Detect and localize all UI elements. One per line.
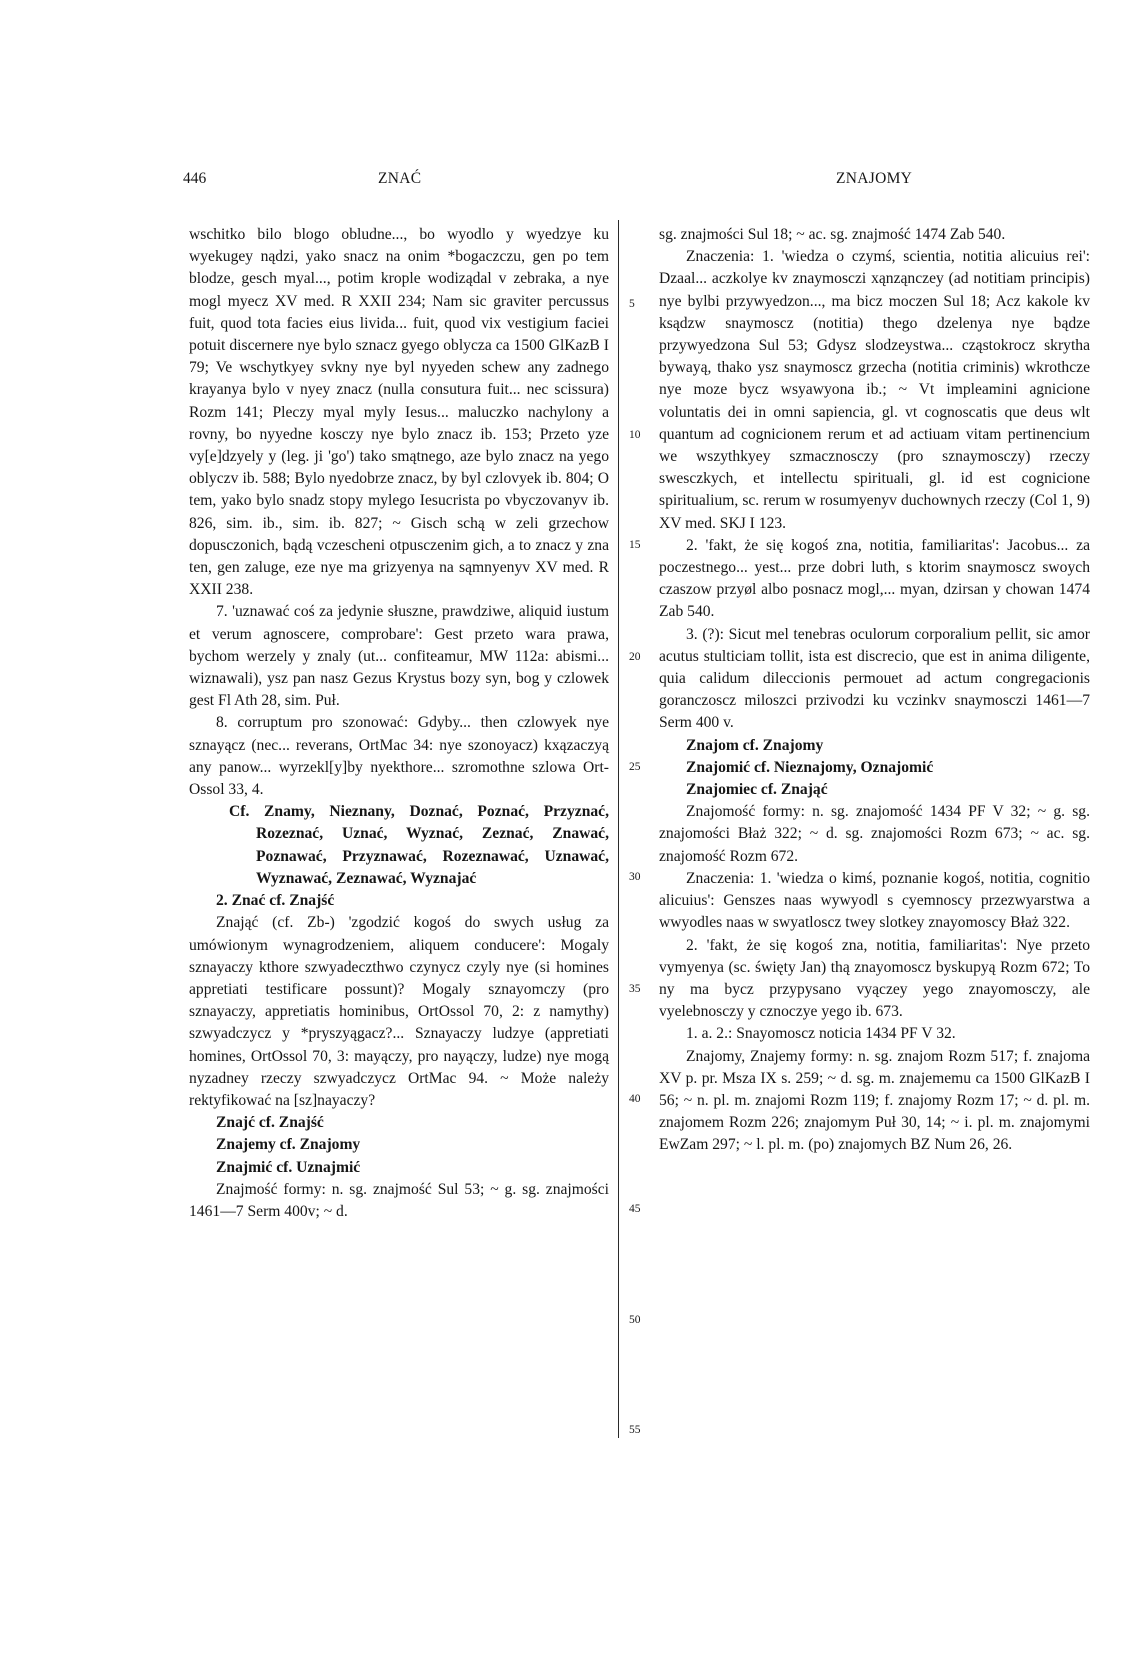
line-number: 35 (629, 983, 641, 995)
left-running-head: ZNAĆ (378, 170, 422, 187)
znajomosc-meaning-2: 2. 'fakt, że się kogoś zna, notitia, familiaritas': Nye przeto vymyenya (sc. święty Jan) thą znayomoscz byskupyą Rozm 672; To ny ma bycz przypysano vyączey yego znayomosczy, ale vyelebnosczy y cznoczye yego ib. 673. (659, 936, 1090, 1021)
entry-znac-2: 2. Znać cf. Znajść (216, 892, 335, 910)
right-running-head: ZNAJOMY (836, 170, 913, 187)
line-number: 40 (629, 1093, 641, 1105)
right-column (659, 224, 1090, 1157)
entry-continuation: sg. znajmości Sul 18; ~ ac. sg. znajmość 1474 Zab 540. (659, 226, 1006, 243)
left-column (189, 224, 609, 1223)
entry-znajc: Znajć cf. Znajść (216, 1114, 324, 1132)
entry-znajmic: Znajmić cf. Uznajmić (216, 1158, 361, 1176)
entry-znajemy: Znajemy cf. Znajomy (216, 1136, 361, 1154)
meaning-1: Znaczenia: 1. 'wiedza o czymś, scientia, notitia alicuius rei': Dzaal... aczkolye kv znaymosczi xąnząnczey (ad notitiam principis) nye bylbi przywyedzon..., ma bicz moczen Sul 18; Acz kakole kv ksądzw snaymoscz (notitia) thego dzelenya nye bądze przywyedzona Sul 53; Gdysz slodzeystwa... cząstokrocz skrytha bywayą, thako ysz snaymoscz grzecha (notitia criminis) wkrothcze nye moze bycz wsyawyona ib.; ~ Vt impleamini agnicione voluntatis dei in omni sapiencia, gl. vt cognoscatis que deus wlt quantum ad cognicionem rerum et ad actiuam vitam pertinencium we wszythkyey szmacznosczy (pro sznaymosczy) rzeczy swesczkych, et intellectu spirituali, gl. id est cognicione spiritualium, sc. rerum w rosumyenyv duchownych rzeczy (Col 1, 9) XV med. SKJ I 123. (659, 248, 1090, 532)
page-header (0, 170, 1137, 194)
line-number: 15 (629, 539, 641, 551)
line-number: 30 (629, 871, 641, 883)
line-number: 55 (629, 1424, 641, 1436)
entry-znajomic: Znajomić cf. Nieznajomy, Oznajomić (686, 758, 934, 776)
znajomosc-meaning-1: Znaczenia: 1. 'wiedza o kimś, poznanie kogoś, notitia, cognitio alicuius': Genszes naas wywyodl s cyemnoscy przezwyarstwa a wwyodles naas w swyatloscz twey slotkey znayomoscy Błaż 322. (659, 869, 1090, 932)
line-number: 25 (629, 761, 641, 773)
meaning-2: 2. 'fakt, że się kogoś zna, notitia, familiaritas': Jacobus... za poczestnego... yest... prze dobri luth, s ktorim snaymoscz swoych czaszow przyøl albo posnacz mogl,... myan, dzirsan y chowan 1474 Zab 540. (659, 536, 1090, 621)
entry-znajomiec: Znajomiec cf. Znająć (686, 781, 828, 799)
column-divider (618, 220, 619, 1438)
line-number: 10 (629, 429, 641, 441)
line-number: 50 (629, 1314, 641, 1326)
entry-znajomosc: Znajomość formy: n. sg. znajomość 1434 PF V 32; ~ g. sg. znajomości Błaż 322; ~ d. sg. znajomości Rozm 673; ~ ac. sg. znajomość Rozm 672. (659, 803, 1090, 865)
meaning-7: 7. 'uznawać coś za jedynie słuszne, prawdziwe, aliquid iustum et verum agnoscere, comprobare': Gest przeto wara prawa, bychom werzely y znaly (ut... confiteamur, MW 112a: abismi... wiznawali), ysz pan nasz Gezus Krystus bozy syn, bog y czlowek gest Fl Ath 28, sim. Puł. (189, 603, 609, 710)
entry-znajac: Znająć (cf. Zb-) 'zgodzić kogoś do swych usług za umówionym wynagrodzeniem, aliquem conducere': Mogaly sznayaczy kthore szwyadeczthwo czynycz czyly nye (si homines appretiati testificare possunt)? Mogaly sznayomczy (pro sznayaczy, appretiatis hominibus, OrtOssol 70, 2: z namythy) szwyadczycz y *pryszyągacz?... Sznayaczy ludzye (appretiati homines, OrtOssol 70, 3: mayączy, pro nayączy, ludze) nye mogą nyzadney rzeczy szwyadczycz OrtMac 94. ~ Może należy rektyfikować na [sz]nayaczy? (189, 914, 609, 1109)
page-number: 446 (183, 170, 207, 187)
entry-znajom: Znajom cf. Znajomy (686, 736, 824, 754)
znajomosc-meaning-1a2: 1. a. 2.: Snayomoscz noticia 1434 PF V 32. (686, 1025, 956, 1043)
entry-znajmosc: Znajmość formy: n. sg. znajmość Sul 53; ~ g. sg. znajmości 1461—7 Serm 400v; ~ d. (189, 1180, 609, 1220)
meaning-8: 8. corruptum pro szonować: Gdyby... then czlowyek nye sznayącz (nec... reverans, OrtMac 34: nye szonoyacz) kxązaczyą any panow... wyrzekl[y]by nyekthore... szromothne szlowa Ort-Ossol 33, 4. (189, 714, 609, 799)
line-number: 5 (629, 298, 635, 310)
cross-reference-block: Cf. Znamy, Nieznany, Doznać, Poznać, Przyznać, Rozeznać, Uznać, Wyznać, Zeznać, Znawać, Poznawać, Przyznawać, Rozeznawać, Uznawać, Wyznawać, Zeznawać, Wyznajać (229, 803, 609, 887)
meaning-3: 3. (?): Sicut mel tenebras oculorum corporalium pellit, sic amor acutus stulticiam tollit, ista est discrecio, que est in anima diligente, quia calidum dileccionis permouet ad actum congregacionis goranczoscz miloszci przivodzi ku vczinkv snaymosczi 1461—7 Serm 400 v. (659, 625, 1090, 732)
entry-paragraph: wschitko bilo blogo obludne..., bo wyodlo y wyedzye ku wyekugey nądzi, yako snacz na onim *bogaczczu, gen po tem blodze, gesch myal..., potim krople wodiządal v zebraka, a nye mogl myecz XV med. R XXII 234; Nam sic graviter percussus fuit, quod tota facies eius livida... fuit, quod vix vestigium faciei potuit discernere nye bylo sznacz gyego oblycza ca 1500 GlKazB I 79; Ve wschytkyey svkny nye byl nyyeden schew any zadnego krayanya bylo v nyey znacz (nulla consutura fuit... nec scissura) Rozm 141; Pleczy myal myly Iesus... maluczko nachylony a rovny, bo nyyedne kosczy nye bylo znacz ib. 153; Przeto yze vy[e]dzyely y (leg. ji 'go') tako smątnego, aze bylo znacz na yego oblyczv ib. 588; Bylo nyedobrze znacz, by byl czlovyek ib. 804; O tem, yako bylo snadz stopy mylego Iesucrista po vbyczovanyv ib. 826, sim. ib., sim. ib. 827; ~ Gisch schą w zeli grzechow dopusczonich, bądą vczescheni otpusczenim gich, a to znacz y zna ten, gen zaluge, eze nye ma grizyenya na sąmnyenyv XV med. R XXII 238. (189, 226, 609, 599)
line-number: 20 (629, 651, 641, 663)
line-number: 45 (629, 1203, 641, 1215)
entry-znajomy: Znajomy, Znajemy formy: n. sg. znajom Rozm 517; f. znajoma XV p. pr. Msza IX s. 259; ~ d. sg. m. znajememu ca 1500 GlKazB I 56; ~ n. pl. m. znajomi Rozm 119; f. znajomy Rozm 17; ~ d. pl. m. znajomem Rozm 226; znajomym Puł 30, 14; ~ i. pl. m. znajomymi EwZam 297; ~ l. pl. m. (po) znajomych BZ Num 26, 26. (659, 1047, 1090, 1154)
